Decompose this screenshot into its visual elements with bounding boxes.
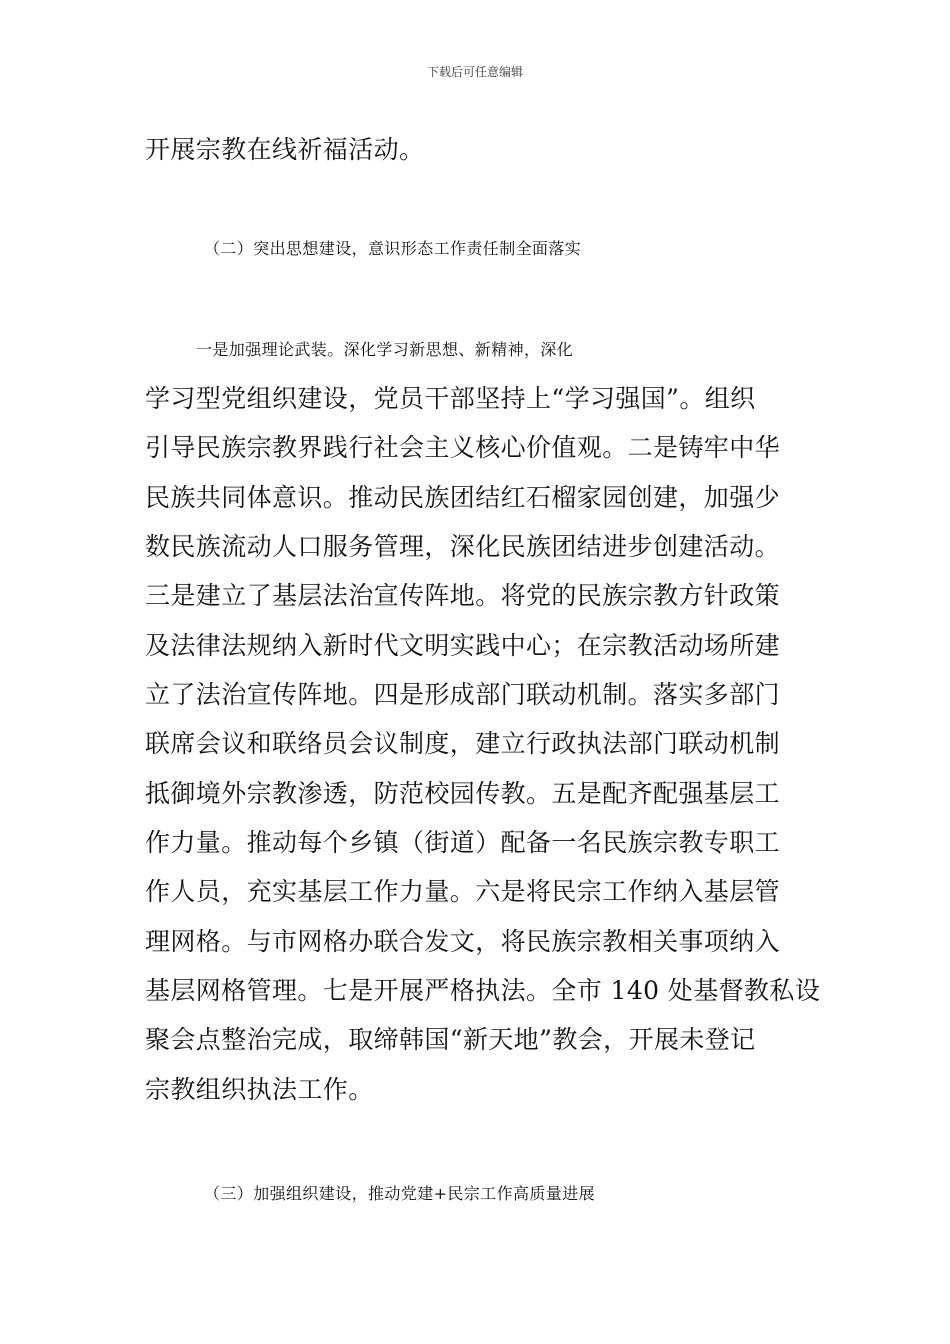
paragraph-line: 引导民族宗教界践行社会主义核心价值观。二是铸牢中华 <box>145 433 781 462</box>
page-header: 下载后可任意编辑 <box>426 65 523 79</box>
paragraph-line: 数民族流动人口服务管理，深化民族团结进步创建活动。 <box>145 532 781 561</box>
paragraph-line: 及法律法规纳入新时代文明实践中心；在宗教活动场所建 <box>145 631 781 660</box>
paragraph-line: 抵御境外宗教渗透，防范校园传教。五是配齐配强基层工 <box>145 779 781 808</box>
paragraph-line: 三是建立了基层法治宣传阵地。将党的民族宗教方针政策 <box>145 581 781 610</box>
paragraph-line: 作人员，充实基层工作力量。六是将民宗工作纳入基层管 <box>145 877 781 906</box>
paragraph-line: 一是加强理论武装。深化学习新思想、新精神，深化 <box>196 340 574 359</box>
paragraph-line: 学习型党组织建设，党员干部坚持上“学习强国”。组织 <box>145 384 756 413</box>
section-heading: （三）加强组织建设，推动党建+民宗工作高质量进展 <box>204 1184 596 1203</box>
paragraph-line: 联席会议和联络员会议制度，建立行政执法部门联动机制 <box>145 729 781 758</box>
paragraph-line: 民族共同体意识。推动民族团结红石榴家园创建，加强少 <box>145 483 781 512</box>
paragraph-line: 聚会点整治完成，取缔韩国“新天地”教会，开展未登记 <box>145 1025 756 1054</box>
paragraph-line: 宗教组织执法工作。 <box>145 1075 374 1104</box>
section-heading: （二）突出思想建设，意识形态工作责任制全面落实 <box>204 239 582 258</box>
paragraph-line: 理网格。与市网格办联合发文，将民族宗教相关事项纳入 <box>145 927 781 956</box>
paragraph-line: 作力量。推动每个乡镇（街道）配备一名民族宗教专职工 <box>145 828 781 857</box>
paragraph-line: 基层网格管理。七是开展严格执法。全市 140 处基督教私设 <box>145 976 821 1005</box>
paragraph-line: 立了法治宣传阵地。四是形成部门联动机制。落实多部门 <box>145 680 781 709</box>
continuation-text: 开展宗教在线祈福活动。 <box>145 135 425 164</box>
